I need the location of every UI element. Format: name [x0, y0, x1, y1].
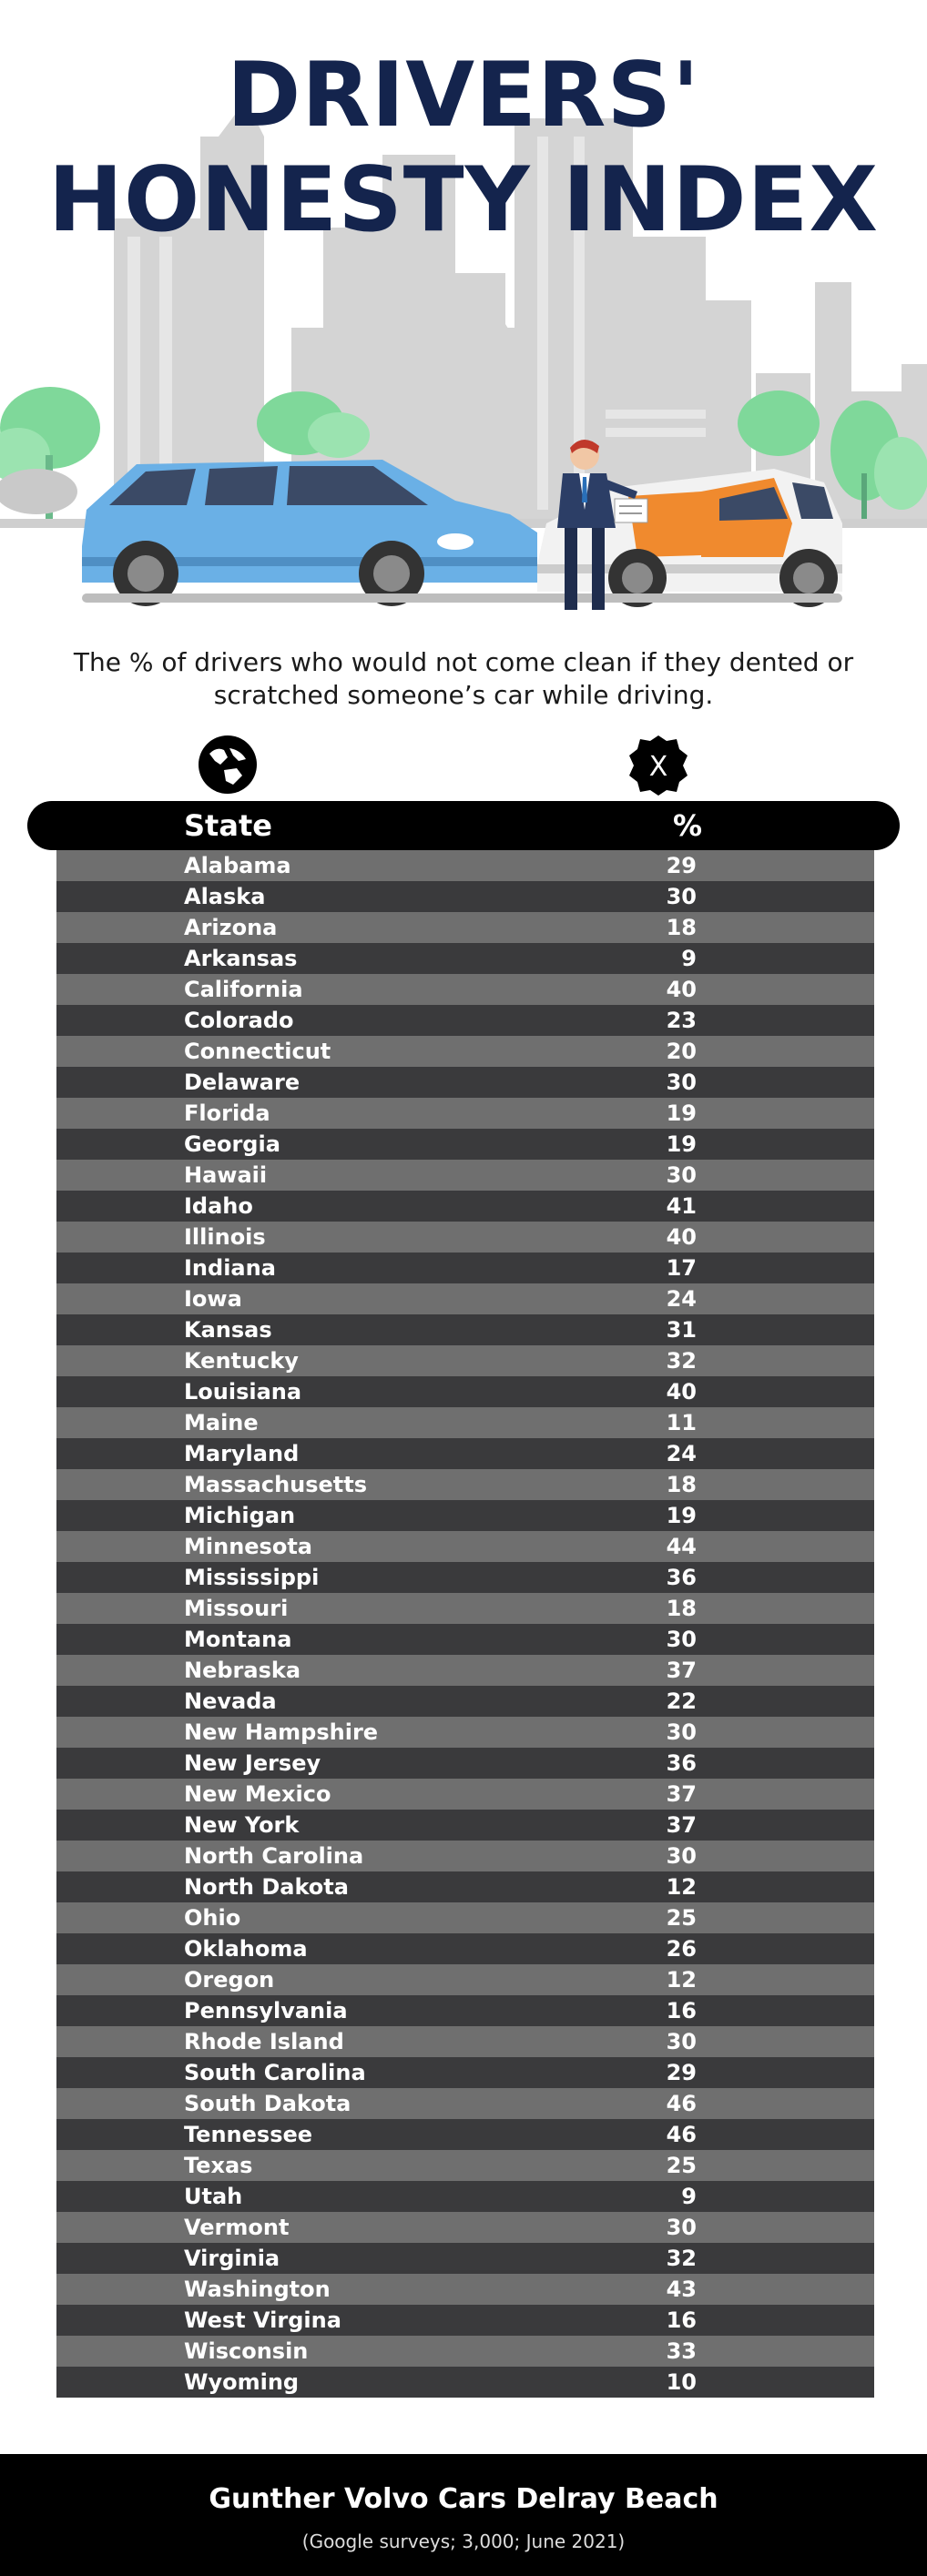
- percent-value: 19: [666, 1131, 697, 1157]
- state-name: Montana: [184, 1627, 292, 1652]
- percent-value: 36: [666, 1750, 697, 1776]
- percent-value: 16: [666, 1998, 697, 2023]
- table-row: [56, 1407, 874, 1438]
- table-row: [56, 1438, 874, 1469]
- table-row: [56, 1345, 874, 1376]
- percent-value: 19: [666, 1503, 697, 1528]
- state-name: West Virgina: [184, 2307, 341, 2333]
- state-name: Michigan: [184, 1503, 296, 1528]
- state-name: New Hampshire: [184, 1719, 379, 1745]
- state-name: Illinois: [184, 1224, 266, 1250]
- percent-value: 9: [681, 2184, 697, 2209]
- percent-value: 44: [666, 1534, 697, 1559]
- state-name: North Dakota: [184, 1874, 349, 1900]
- table-row: [56, 1871, 874, 1902]
- percent-value: 30: [666, 2029, 697, 2054]
- table-row: [56, 2336, 874, 2367]
- percent-value: 41: [666, 1193, 697, 1219]
- table-row: [56, 1748, 874, 1779]
- table-row: [56, 943, 874, 974]
- percent-value: 30: [666, 1627, 697, 1652]
- table-row: [56, 1717, 874, 1748]
- percent-value: 40: [666, 1224, 697, 1250]
- percent-value: 46: [666, 2122, 697, 2147]
- state-name: Massachusetts: [184, 1472, 368, 1497]
- table-row: [56, 2212, 874, 2243]
- state-name: Alabama: [184, 853, 291, 878]
- footer-source: (Google surveys; 3,000; June 2021): [301, 2530, 626, 2552]
- state-name: New Jersey: [184, 1750, 321, 1776]
- percent-value: 30: [666, 1070, 697, 1095]
- table-row: [56, 1686, 874, 1717]
- state-name: Kentucky: [184, 1348, 299, 1374]
- percent-value: 37: [666, 1658, 697, 1683]
- table-row: [56, 1655, 874, 1686]
- percent-value: 30: [666, 1162, 697, 1188]
- state-name: Iowa: [184, 1286, 242, 1312]
- state-name: Minnesota: [184, 1534, 312, 1559]
- percent-value: 43: [666, 2277, 697, 2302]
- state-name: Tennessee: [184, 2122, 313, 2147]
- percent-value: 16: [666, 2307, 697, 2333]
- table-row: [56, 1593, 874, 1624]
- table-row: [56, 881, 874, 912]
- state-name: Delaware: [184, 1070, 301, 1095]
- percent-value: 20: [666, 1039, 697, 1064]
- state-name: Georgia: [184, 1131, 280, 1157]
- table-row: [56, 1624, 874, 1655]
- percent-value: 29: [666, 853, 697, 878]
- table-row: [56, 2305, 874, 2336]
- table-row: [56, 1222, 874, 1253]
- state-name: Ohio: [184, 1905, 241, 1931]
- state-name: Nevada: [184, 1689, 277, 1714]
- table-row: [56, 2119, 874, 2150]
- percent-value: 9: [681, 946, 697, 971]
- data-table: [56, 850, 874, 2398]
- state-name: Arizona: [184, 915, 278, 940]
- table-row: [56, 1562, 874, 1593]
- table-row: [56, 2181, 874, 2212]
- percent-value: 26: [666, 1936, 697, 1962]
- hero-illustration: [0, 0, 927, 628]
- table-row: [56, 1283, 874, 1314]
- percent-value: 22: [666, 1689, 697, 1714]
- state-name: Florida: [184, 1100, 270, 1126]
- percent-value: 24: [666, 1286, 697, 1312]
- table-row: [56, 1531, 874, 1562]
- percent-value: 46: [666, 2091, 697, 2116]
- percent-value: 30: [666, 1719, 697, 1745]
- table-row: [56, 2150, 874, 2181]
- state-name: North Carolina: [184, 1843, 364, 1869]
- table-row: [56, 1810, 874, 1841]
- percent-value: 12: [666, 1967, 697, 1993]
- state-name: Nebraska: [184, 1658, 301, 1683]
- percent-value: 18: [666, 915, 697, 940]
- state-name: Mississippi: [184, 1565, 320, 1590]
- state-name: Texas: [184, 2153, 253, 2178]
- percent-value: 11: [666, 1410, 697, 1435]
- table-row: [56, 1902, 874, 1933]
- percent-value: 30: [666, 884, 697, 909]
- table-row: [56, 2274, 874, 2305]
- table-row: [56, 912, 874, 943]
- state-name: Idaho: [184, 1193, 253, 1219]
- percent-value: 17: [666, 1255, 697, 1281]
- state-name: Utah: [184, 2184, 243, 2209]
- percent-value: 40: [666, 977, 697, 1002]
- state-name: Wyoming: [184, 2369, 300, 2395]
- percent-value: 19: [666, 1100, 697, 1126]
- page-title-line2: HONESTY INDEX: [47, 148, 880, 252]
- table-row: [56, 974, 874, 1005]
- table-row: [56, 1005, 874, 1036]
- state-name: Wisconsin: [184, 2338, 309, 2364]
- percent-value: 24: [666, 1441, 697, 1466]
- percent-value: 30: [666, 2215, 697, 2240]
- table-row: [56, 2057, 874, 2088]
- table-row: [56, 1500, 874, 1531]
- table-row: [56, 2243, 874, 2274]
- percent-value: 37: [666, 1812, 697, 1838]
- state-name: Hawaii: [184, 1162, 268, 1188]
- table-row: [56, 1469, 874, 1500]
- state-name: Oregon: [184, 1967, 275, 1993]
- percent-value: 36: [666, 1565, 697, 1590]
- state-name: South Dakota: [184, 2091, 351, 2116]
- percent-value: 10: [666, 2369, 697, 2395]
- table-row: [56, 850, 874, 881]
- table-row: [56, 1779, 874, 1810]
- state-name: South Carolina: [184, 2060, 366, 2085]
- x-badge-icon: [626, 734, 690, 797]
- state-name: Vermont: [184, 2215, 290, 2240]
- state-name: Connecticut: [184, 1039, 331, 1064]
- table-row: [56, 1253, 874, 1283]
- percent-value: 37: [666, 1781, 697, 1807]
- table-row: [56, 2026, 874, 2057]
- state-name: Oklahoma: [184, 1936, 308, 1962]
- state-name: Washington: [184, 2277, 331, 2302]
- percent-value: 25: [666, 1905, 697, 1931]
- page-title-line1: DRIVERS': [226, 44, 701, 147]
- table-row: [56, 1841, 874, 1871]
- table-row: [56, 1036, 874, 1067]
- column-header-percent: %: [672, 808, 703, 843]
- table-row: [56, 1098, 874, 1129]
- subtitle: The % of drivers who would not come clean if they dented or scratched someone’s car while driving.: [73, 647, 854, 710]
- table-row: [56, 1314, 874, 1345]
- column-header-state: State: [184, 808, 272, 843]
- percent-value: 40: [666, 1379, 697, 1405]
- table-row: [56, 1067, 874, 1098]
- state-name: Maryland: [184, 1441, 300, 1466]
- state-name: Rhode Island: [184, 2029, 344, 2054]
- state-name: New York: [184, 1812, 300, 1838]
- table-row: [56, 1964, 874, 1995]
- table-row: [56, 1129, 874, 1160]
- state-name: Virginia: [184, 2246, 280, 2271]
- footer-brand: Gunther Volvo Cars Delray Beach: [209, 2483, 718, 2515]
- x-badge-text: X: [648, 751, 668, 783]
- percent-value: 32: [666, 1348, 697, 1374]
- table-row: [56, 1191, 874, 1222]
- percent-value: 30: [666, 1843, 697, 1869]
- percent-value: 18: [666, 1472, 697, 1497]
- state-name: Missouri: [184, 1596, 289, 1621]
- table-row: [56, 1160, 874, 1191]
- state-name: Arkansas: [184, 946, 298, 971]
- table-row: [56, 1995, 874, 2026]
- state-name: Kansas: [184, 1317, 272, 1343]
- percent-value: 18: [666, 1596, 697, 1621]
- table-row: [56, 1376, 874, 1407]
- percent-value: 32: [666, 2246, 697, 2271]
- globe-icon: [197, 734, 259, 796]
- state-name: Pennsylvania: [184, 1998, 348, 2023]
- state-name: Indiana: [184, 1255, 276, 1281]
- state-name: Maine: [184, 1410, 259, 1435]
- table-header: [27, 801, 900, 850]
- state-name: Louisiana: [184, 1379, 302, 1405]
- table-row: [56, 2367, 874, 2398]
- table-row: [56, 2088, 874, 2119]
- state-name: New Mexico: [184, 1781, 331, 1807]
- state-name: California: [184, 977, 303, 1002]
- percent-value: 31: [666, 1317, 697, 1343]
- footer: [0, 2454, 927, 2576]
- percent-value: 29: [666, 2060, 697, 2085]
- percent-value: 23: [666, 1008, 697, 1033]
- percent-value: 33: [666, 2338, 697, 2364]
- percent-value: 12: [666, 1874, 697, 1900]
- percent-value: 25: [666, 2153, 697, 2178]
- state-name: Alaska: [184, 884, 266, 909]
- state-name: Colorado: [184, 1008, 294, 1033]
- table-row: [56, 1933, 874, 1964]
